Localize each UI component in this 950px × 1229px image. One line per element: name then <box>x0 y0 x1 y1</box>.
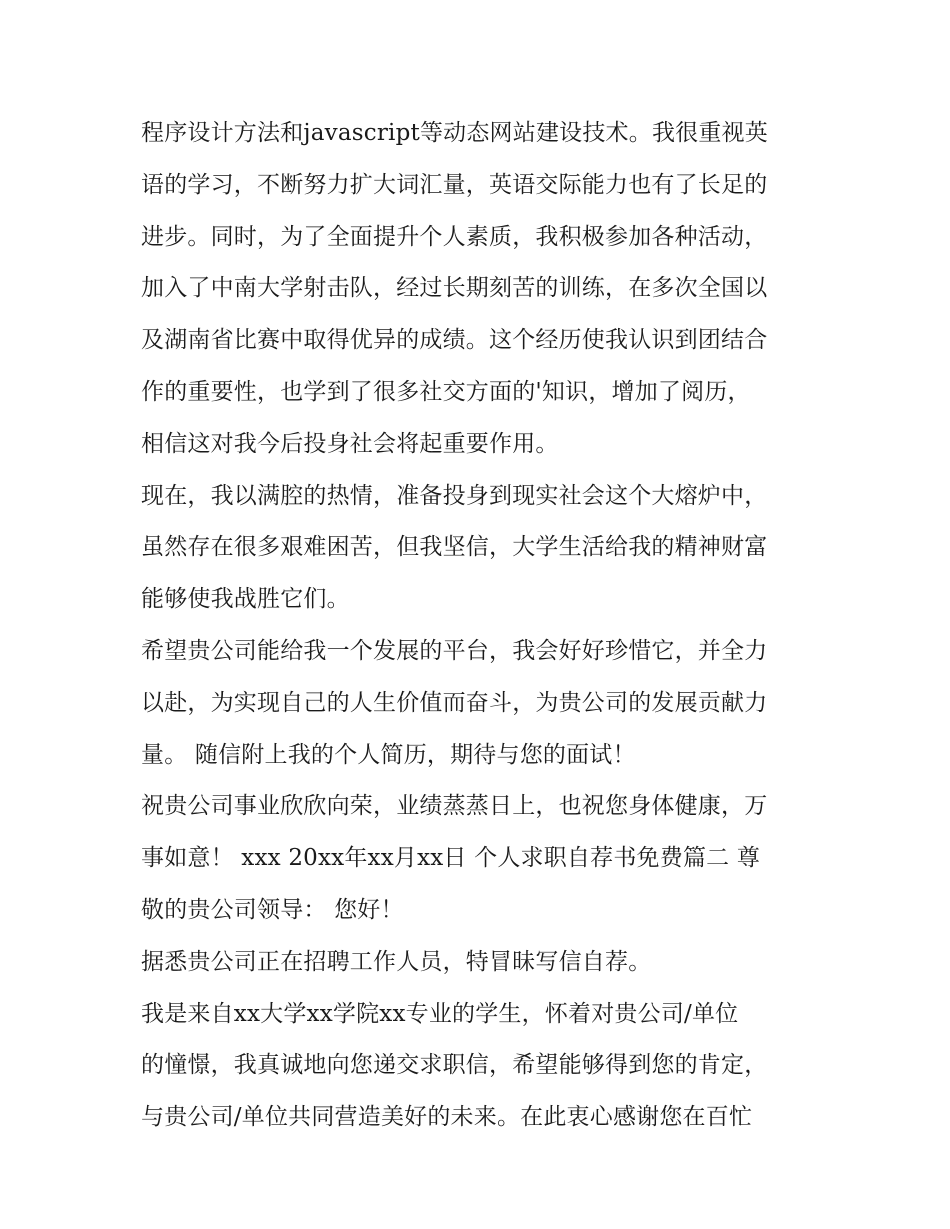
text-line: 量。 随信附上我的个人简历，期待与您的面试！ <box>141 741 636 768</box>
letter-body <box>141 108 821 1144</box>
text-line: 加入了中南大学射击队，经过长期刻苦的训练，在多次全国以 <box>141 275 768 302</box>
text-line: 及湖南省比赛中取得优异的成绩。这个经历使我认识到团结合 <box>141 327 768 354</box>
text-line: 语的学习，不断努力扩大词汇量，英语交际能力也有了长足的 <box>141 171 768 198</box>
text-line: 以赴，为实现自己的人生价值而奋斗，为贵公司的发展贡献力 <box>141 689 768 716</box>
text-line: 程序设计方法和javascript等动态网站建设技术。我很重视英 <box>141 120 768 146</box>
text-line: 与贵公司/单位共同营造美好的未来。在此衷心感谢您在百忙 <box>141 1104 753 1131</box>
text-line: 敬的贵公司领导： 您好！ <box>141 896 404 923</box>
text-line: 进步。同时，为了全面提升个人素质，我积极参加各种活动， <box>141 223 768 250</box>
text-line: 虽然存在很多艰难困苦，但我坚信，大学生活给我的精神财富 <box>141 534 768 561</box>
text-line: 据悉贵公司正在招聘工作人员，特冒昧写信自荐。 <box>141 948 652 975</box>
text-line: 祝贵公司事业欣欣向荣，业绩蒸蒸日上，也祝您身体健康，万 <box>141 793 768 820</box>
text-line: 我是来自xx大学xx学院xx专业的学生，怀着对贵公司/单位 <box>141 1000 739 1027</box>
text-line: 能够使我战胜它们。 <box>141 586 350 613</box>
text-line: 作的重要性，也学到了很多社交方面的'知识，增加了阅历， <box>141 378 751 405</box>
text-line: 相信这对我今后投身社会将起重要作用。 <box>141 430 559 457</box>
text-line: 现在，我以满腔的热情，准备投身到现实社会这个大熔炉中， <box>141 482 768 509</box>
text-line: 事如意！ xxx 20xx年xx月xx日 个人求职自荐书免费篇二 尊 <box>141 845 761 872</box>
text-line: 的憧憬，我真诚地向您递交求职信，希望能够得到您的肯定， <box>141 1052 768 1079</box>
text-line: 希望贵公司能给我一个发展的平台，我会好好珍惜它，并全力 <box>141 637 768 664</box>
